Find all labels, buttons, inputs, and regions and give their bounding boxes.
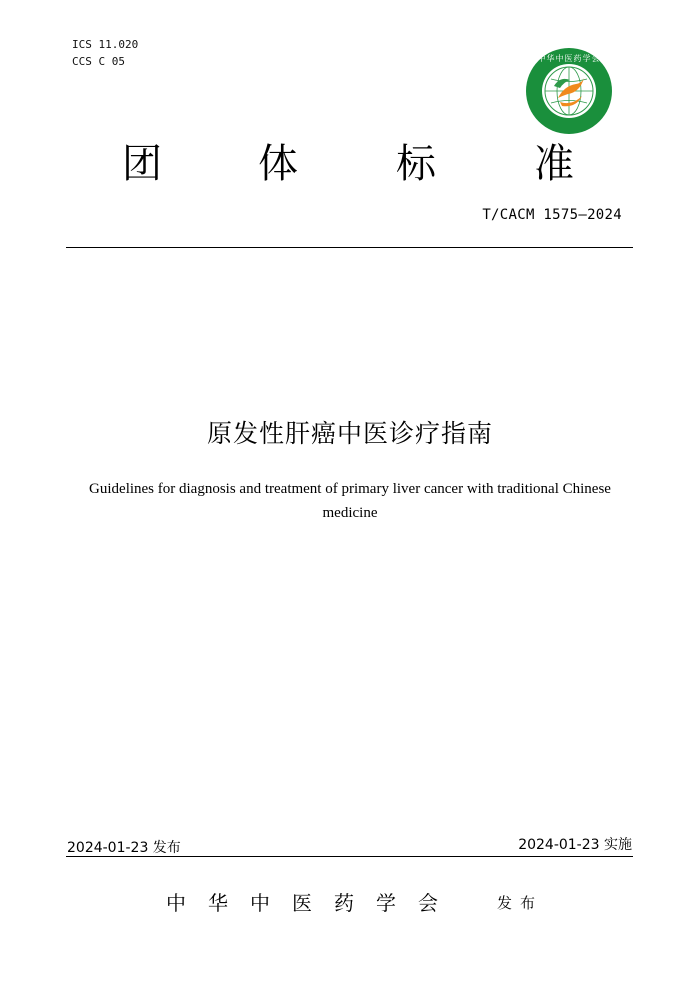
title-english-line1: Guidelines for diagnosis and treatment of primary liver cancer with traditional Chinese xyxy=(89,481,611,497)
implement-date: 2024-01-23 实施 xyxy=(518,837,632,853)
document-type xyxy=(0,138,700,190)
title-english-line2: medicine xyxy=(322,505,378,521)
release-date: 2024-01-23 发布 xyxy=(67,840,181,856)
publisher-name: 中华中医药学会 xyxy=(166,891,460,915)
cacm-logo-icon xyxy=(524,46,614,136)
doc-type-char: 团 xyxy=(122,141,162,187)
ics-code: ICS 11.020 xyxy=(72,38,139,51)
title-chinese: 原发性肝癌中医诊疗指南 xyxy=(206,419,493,448)
standard-number: T/CACM 1575—2024 xyxy=(482,207,622,223)
svg-text:中华中医药学会: 中华中医药学会 xyxy=(537,54,601,63)
publisher-suffix: 发布 xyxy=(497,894,544,912)
doc-type-char: 标 xyxy=(396,141,436,187)
doc-type-char: 体 xyxy=(258,141,298,187)
doc-type-char: 准 xyxy=(534,141,574,187)
classification-codes xyxy=(72,36,138,70)
bottom-divider xyxy=(66,856,633,857)
ccs-code: CCS C 05 xyxy=(72,55,125,68)
top-divider xyxy=(66,247,633,248)
title-english xyxy=(60,477,640,525)
